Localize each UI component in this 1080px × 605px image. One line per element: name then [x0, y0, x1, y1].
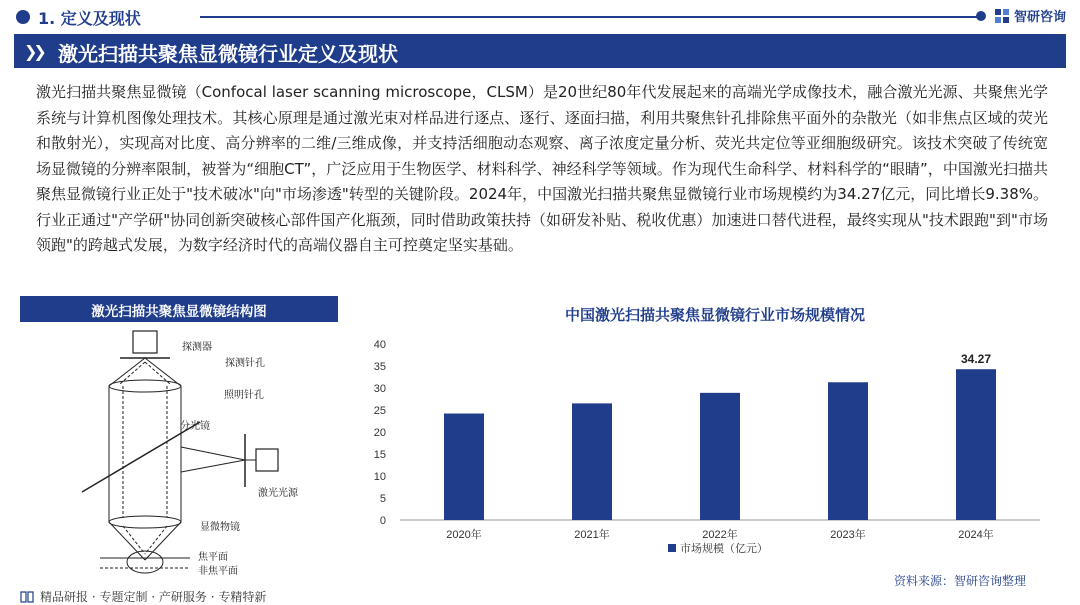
label-beam-splitter: 分光镜: [180, 421, 210, 432]
bar-2022年: [700, 393, 740, 520]
bar-2023年: [828, 382, 868, 520]
x-tick-label: 2021年: [574, 529, 610, 541]
diagram-header: [20, 296, 338, 322]
divider-end-dot-icon: [976, 11, 986, 21]
source-note: 资料来源：智研咨询整理: [894, 574, 1027, 588]
market-size-bar-chart: [360, 328, 1060, 570]
footer: [20, 588, 266, 605]
label-focal-plane: 焦平面: [198, 552, 228, 563]
label-illum-pinhole: 照明针孔: [224, 390, 264, 401]
x-tick-label: 2022年: [702, 529, 738, 541]
section-bullet-icon: [16, 10, 30, 24]
beam-splitter: [82, 422, 200, 492]
book-icon: [20, 591, 34, 603]
definition-paragraph: 激光扫描共聚焦显微镜（Confocal laser scanning microscope，CLSM）是20世纪80年代发展起来的高端光学成像技术，融合激光光源、共聚焦光学系统与计算机图像处理技术。其核心原理是通过激光束对样品进行逐点、逐行、逐面扫描，利用共聚焦针孔排除焦平面外的杂散光（如非焦点区域的荧光和散射光），实现高对比度、高分辨率的二维/三维成像，并支持活细胞动态观察、离子浓度定量分析、荧光共定位等亚细胞级研究。该技术突破了传统宽场显微镜的分辨率限制，被誉为“细胞CT”，广泛应用于生物医学、材料科学、神经科学等领域。作为现代生命科学、材料科学的“眼睛”，中国激光扫描共聚焦显微镜行业正处于"技术破冰"向"市场渗透"转型的关键阶段。2024年，中国激光扫描共聚焦显微镜行业市场规模约为34.27亿元，同比增长9.38%。行业正通过"产学研"协同创新突破核心部件国产化瓶颈，同时借助政策扶持（如研发补贴、税收优惠）加速进口替代进程，最终实现从"技术跟跑"到"市场领跑"的跨越式发展，为数字经济时代的高端仪器自主可控奠定坚实基础。: [36, 83, 1048, 254]
sample-ellipse: [127, 551, 163, 573]
bar-2020年: [444, 414, 484, 520]
double-chevron-icon: ❯❯: [24, 42, 43, 61]
brand-logo: [994, 6, 1066, 25]
x-tick-label: 2023年: [830, 529, 866, 541]
laser-box: [256, 449, 278, 471]
diagram-title: 激光扫描共聚焦显微镜结构图: [91, 304, 267, 320]
data-label: 34.27: [960, 352, 992, 367]
detector-box: [133, 331, 157, 353]
y-tick-label: 5: [379, 493, 386, 505]
y-tick-label: 35: [373, 361, 386, 373]
label-detector: 探测器: [182, 342, 212, 353]
section-header: [0, 0, 1080, 32]
y-tick-label: 25: [373, 405, 386, 417]
bar-2021年: [572, 403, 612, 520]
legend-label: 市场规模（亿元）: [680, 543, 768, 555]
page-title: 激光扫描共聚焦显微镜行业定义及现状: [58, 42, 398, 66]
upper-lens: [109, 380, 181, 392]
y-tick-label: 10: [373, 471, 386, 483]
y-tick-label: 30: [373, 383, 386, 395]
footer-services: 精品研报 · 专题定制 · 产研服务 · 专精特新: [40, 590, 267, 604]
label-laser: 激光光源: [258, 488, 298, 499]
page-banner: [14, 34, 1066, 68]
brand-name: 智研咨询: [1014, 10, 1067, 25]
x-tick-label: 2020年: [446, 529, 482, 541]
y-tick-label: 40: [373, 339, 386, 351]
label-objective: 显微物镜: [200, 522, 240, 533]
structure-diagram: [20, 322, 338, 584]
section-divider: [200, 16, 980, 18]
section-title: 1. 定义及现状: [38, 9, 141, 28]
objective-lens: [109, 516, 181, 528]
y-tick-label: 20: [373, 427, 386, 439]
x-tick-label: 2024年: [958, 529, 994, 541]
label-non-focal-plane: 非焦平面: [198, 566, 238, 577]
bar-2024年: [956, 369, 996, 520]
legend-swatch: [668, 544, 676, 552]
brand-mark-icon: [994, 8, 1010, 24]
chart-title: 中国激光扫描共聚焦显微镜行业市场规模情况: [564, 306, 865, 324]
y-tick-label: 15: [373, 449, 386, 461]
label-detect-pinhole: 探测针孔: [225, 358, 265, 369]
y-tick-label: 0: [379, 515, 386, 527]
